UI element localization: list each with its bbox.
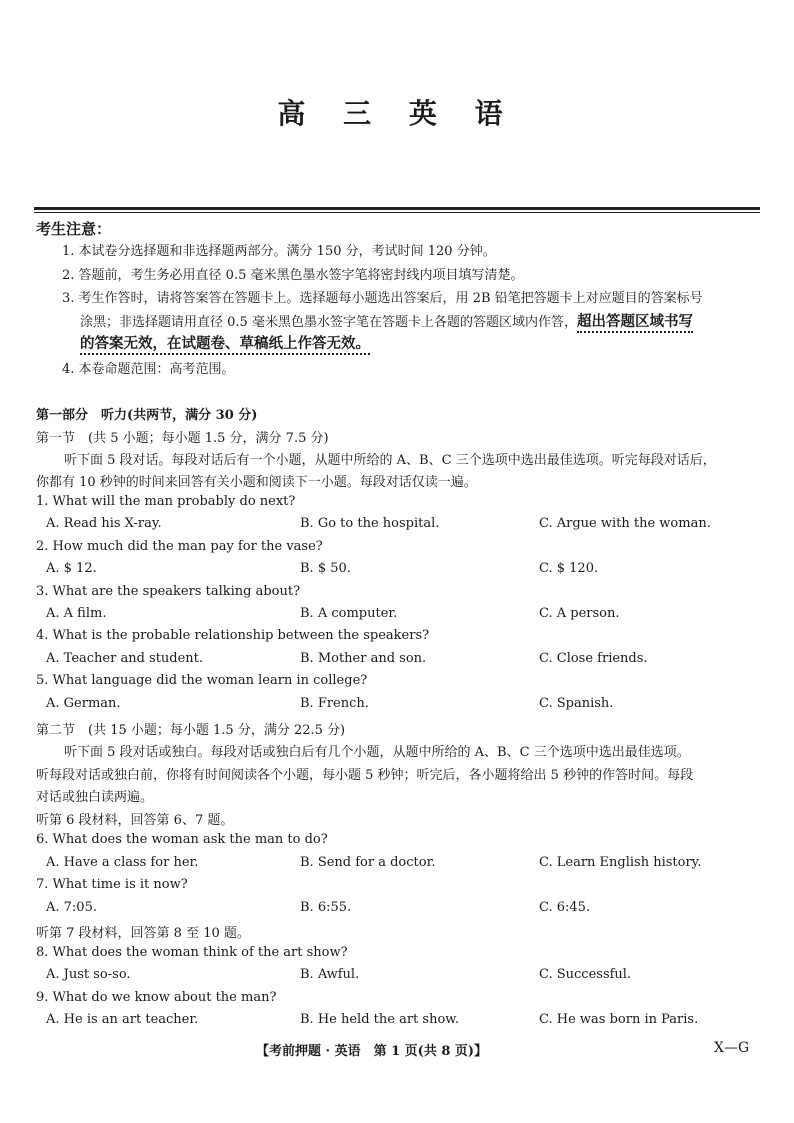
- q9-option-c: C. He was born in Paris.: [539, 1012, 699, 1027]
- notice-item-3-line1: 3. 考生作答时，请将答案答在答题卡上。选择题每小题选出答案后，用 2B 铅笔把答题卡上对应题目的答案标号: [62, 291, 703, 306]
- q3-option-b: B. A computer.: [300, 606, 398, 621]
- part1-heading: 第一部分 听力(共两节，满分 30 分): [36, 408, 258, 423]
- q1-option-b: B. Go to the hospital.: [300, 516, 440, 531]
- notice-heading: 考生注意：: [36, 220, 112, 238]
- q4-option-a: A. Teacher and student.: [46, 651, 204, 666]
- q5-option-a: A. German.: [46, 696, 121, 711]
- q2-option-c: C. $ 120.: [539, 561, 599, 576]
- q6-option-c: C. Learn English history.: [539, 855, 702, 870]
- q4-option-c: C. Close friends.: [539, 651, 648, 666]
- notice-item-3-line2: [80, 310, 693, 331]
- section1-instructions-2: 你都有 10 秒钟的时间来回答有关小题和阅读下一小题。每段对话仅读一遍。: [36, 475, 477, 490]
- question-7: 7. What time is it now?: [36, 877, 188, 892]
- q9-option-b: B. He held the art show.: [300, 1012, 459, 1027]
- notice-item-4: 4. 本卷命题范围：高考范围。: [62, 362, 235, 377]
- q2-option-b: B. $ 50.: [300, 561, 351, 576]
- q3-option-c: C. A person.: [539, 606, 620, 621]
- header-rule-thick: [34, 207, 760, 210]
- question-5: 5. What language did the woman learn in college?: [36, 673, 368, 688]
- section2-instructions-2: 听每段对话或独白前，你将有时间阅读各个小题，每小题 5 秒钟；听完后，各小题将给出 5 秒钟的作答时间。每段: [36, 768, 694, 783]
- q8-option-b: B. Awful.: [300, 967, 360, 982]
- material-6-instruction: 听第 6 段材料，回答第 6、7 题。: [36, 813, 234, 828]
- section1-instructions-1: 听下面 5 段对话。每段对话后有一个小题，从题中所给的 A、B、C 三个选项中选出最佳选项。听完每段对话后，: [64, 453, 716, 468]
- q8-option-c: C. Successful.: [539, 967, 632, 982]
- section2-instructions-3: 对话或独白读两遍。: [36, 790, 154, 805]
- q6-option-a: A. Have a class for her.: [46, 855, 199, 870]
- notice-item-2: 2. 答题前，考生务必用直径 0.5 毫米黑色墨水签字笔将密封线内项目填写清楚。: [62, 268, 524, 283]
- q7-option-b: B. 6:55.: [300, 900, 352, 915]
- exam-code: X—G: [714, 1040, 750, 1056]
- notice-emphasis-2: 的答案无效，在试题卷、草稿纸上作答无效。: [80, 335, 370, 355]
- q5-option-c: C. Spanish.: [539, 696, 614, 711]
- question-3: 3. What are the speakers talking about?: [36, 584, 301, 599]
- notice-item-3-line3: [80, 332, 370, 353]
- q1-option-c: C. Argue with the woman.: [539, 516, 711, 531]
- section2-instructions-1: 听下面 5 段对话或独白。每段对话或独白后有几个小题，从题中所给的 A、B、C 三个选项中选出最佳选项。: [64, 745, 690, 760]
- question-9: 9. What do we know about the man?: [36, 990, 277, 1005]
- q1-option-a: A. Read his X-ray.: [46, 516, 162, 531]
- notice-emphasis-1: 超出答题区域书写: [577, 313, 693, 333]
- question-8: 8. What does the woman think of the art show?: [36, 945, 348, 960]
- q2-option-a: A. $ 12.: [46, 561, 97, 576]
- section2-heading: 第二节 (共 15 小题；每小题 1.5 分，满分 22.5 分): [36, 723, 346, 738]
- q8-option-a: A. Just so-so.: [46, 967, 131, 982]
- material-7-instruction: 听第 7 段材料，回答第 8 至 10 题。: [36, 926, 250, 941]
- question-4: 4. What is the probable relationship between the speakers?: [36, 628, 430, 643]
- page-footer: 【考前押题 · 英语 第 1 页(共 8 页)】: [256, 1044, 488, 1059]
- page-title: 高 三 英 语: [277, 97, 517, 130]
- q7-option-c: C. 6:45.: [539, 900, 591, 915]
- q6-option-b: B. Send for a doctor.: [300, 855, 436, 870]
- q4-option-b: B. Mother and son.: [300, 651, 427, 666]
- header-rule-thin: [34, 212, 760, 213]
- q5-option-b: B. French.: [300, 696, 369, 711]
- question-1: 1. What will the man probably do next?: [36, 494, 296, 509]
- q9-option-a: A. He is an art teacher.: [46, 1012, 199, 1027]
- question-6: 6. What does the woman ask the man to do?: [36, 832, 328, 847]
- notice-item-3-line2-text: 涂黑；非选择题请用直径 0.5 毫米黑色墨水签字笔在答题卡上各题的答题区域内作答，: [80, 315, 577, 330]
- q7-option-a: A. 7:05.: [46, 900, 97, 915]
- notice-item-1: 1. 本试卷分选择题和非选择题两部分。满分 150 分，考试时间 120 分钟。: [62, 244, 496, 259]
- q3-option-a: A. A film.: [46, 606, 107, 621]
- question-2: 2. How much did the man pay for the vase?: [36, 539, 323, 554]
- section1-heading: 第一节 (共 5 小题；每小题 1.5 分，满分 7.5 分): [36, 431, 329, 446]
